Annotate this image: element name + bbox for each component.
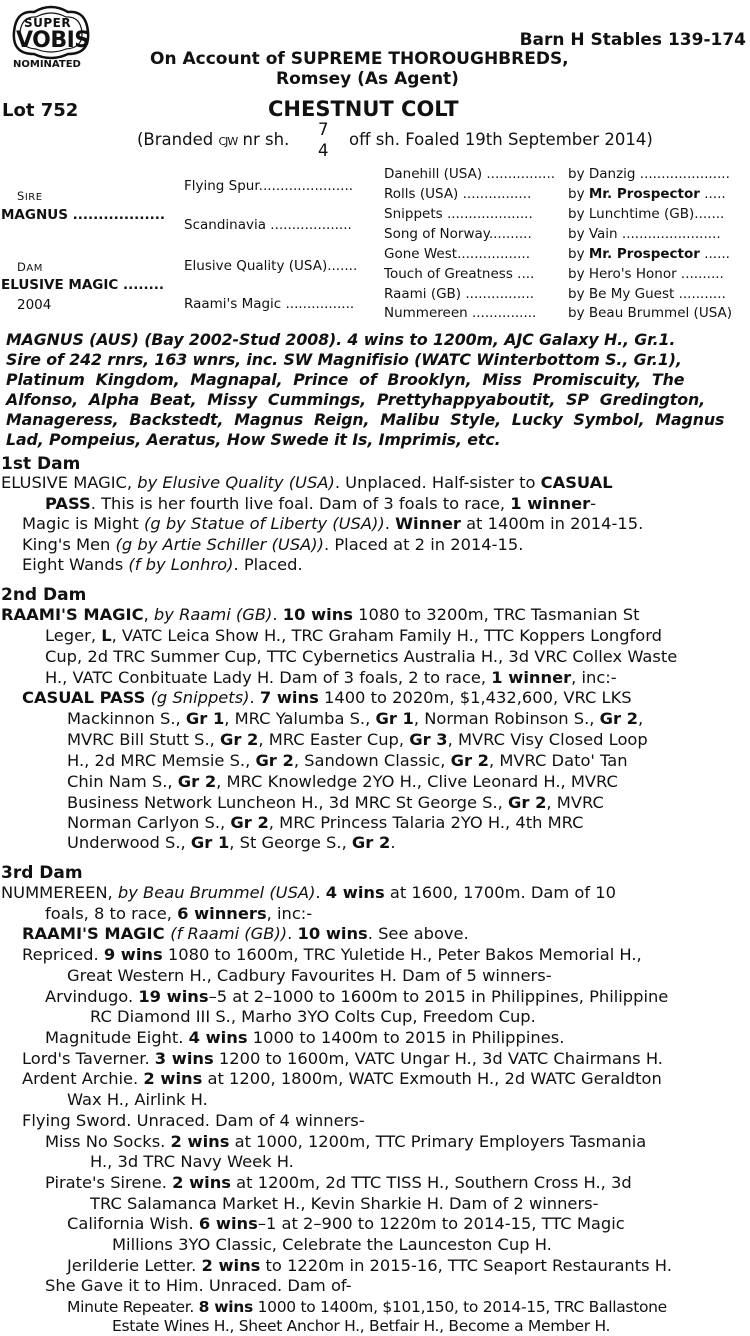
t: Repriced. bbox=[22, 945, 104, 964]
t: by Beau Brummel (USA) bbox=[117, 883, 316, 902]
t: Leger, bbox=[45, 626, 102, 645]
dam3-row-12: H., 3d TRC Navy Week H. bbox=[90, 1152, 294, 1171]
t: Gr 2 bbox=[508, 793, 547, 812]
t: . See above. bbox=[367, 924, 469, 943]
t: RAAMI'S MAGIC bbox=[1, 605, 144, 624]
logo-main-text: VOBIS bbox=[16, 28, 90, 53]
t: (g by Artie Schiller (USA)) bbox=[115, 535, 324, 554]
t: PASS bbox=[45, 494, 91, 513]
brand-suffix: off sh. Foaled 19th September 2014) bbox=[349, 130, 653, 149]
t: , inc:- bbox=[571, 668, 617, 687]
t: Gr 2 bbox=[255, 751, 294, 770]
t: Chin Nam S., bbox=[67, 772, 178, 791]
sire-label: SIRE bbox=[17, 189, 43, 203]
t: Underwood S., bbox=[67, 833, 191, 852]
t: . Placed at 2 in 2014-15. bbox=[324, 535, 524, 554]
t: 1080 to 1600m, TRC Yuletide H., Peter Bakos Memorial H., bbox=[162, 945, 642, 964]
logo-top-text: SUPER bbox=[24, 16, 72, 30]
t: 10 wins bbox=[297, 924, 368, 943]
t: 2 wins bbox=[143, 1069, 203, 1088]
t: . bbox=[315, 883, 326, 902]
t: Norman Carlyon S., bbox=[67, 813, 231, 832]
dam3-row-20: Estate Wines H., Sheet Anchor H., Betfair H., Become a Member H. bbox=[112, 1317, 611, 1335]
logo-bottom-text: NOMINATED bbox=[13, 59, 81, 70]
third-dam-heading: 3rd Dam bbox=[1, 863, 83, 883]
t: Gr 2 bbox=[599, 709, 638, 728]
dam3-row-1 bbox=[22, 924, 469, 944]
t: (f Raami (GB)) bbox=[170, 924, 288, 943]
t: 1 winner bbox=[491, 668, 572, 687]
barn-info: Barn H Stables 139-174 bbox=[519, 30, 746, 50]
dam1-line-1 bbox=[1, 473, 613, 493]
dam3-row-15 bbox=[67, 1214, 625, 1234]
dam3-row-16: Millions 3YO Classic, Celebrate the Launceston Cup H. bbox=[112, 1235, 552, 1254]
t: . bbox=[390, 833, 396, 852]
t: H., 2d MRC Memsie S., bbox=[67, 751, 256, 770]
ancestor-sire-4: by Vain ....................... bbox=[568, 226, 721, 242]
t: Gr 1 bbox=[190, 833, 230, 852]
t: 1 winner bbox=[510, 494, 591, 513]
casual-pass-line-1 bbox=[22, 688, 632, 708]
dam3-row-3: Great Western H., Cadbury Favourites H. Dam of 5 winners- bbox=[67, 966, 552, 985]
brand-fraction-numerator: 7 bbox=[318, 120, 329, 139]
t: , MRC Easter Cup, bbox=[258, 730, 410, 749]
ancestor-5: Gone West................. bbox=[384, 246, 531, 262]
t: , MVRC bbox=[546, 793, 604, 812]
t: CASUAL PASS bbox=[22, 688, 146, 707]
dam3-row-9: Wax H., Airlink H. bbox=[67, 1090, 208, 1109]
second-dam-heading: 2nd Dam bbox=[1, 585, 87, 605]
t: 6 winners bbox=[177, 904, 267, 923]
t: 19 wins bbox=[138, 987, 209, 1006]
dam3-line-1 bbox=[1, 883, 616, 903]
t: . bbox=[249, 688, 260, 707]
t: 2 wins bbox=[201, 1256, 261, 1275]
account-line-2: Romsey (As Agent) bbox=[276, 69, 459, 89]
dam-label: DAM bbox=[17, 260, 43, 274]
dam-sire: Elusive Quality (USA)....... bbox=[184, 258, 358, 274]
t: , MRC Knowledge 2YO H., Clive Leonard H., MVRC bbox=[216, 772, 618, 791]
sire-line-2: Sire of 242 rnrs, 163 wnrs, inc. SW Magnifisio (WATC Winterbottom S., Gr.1), bbox=[6, 350, 682, 369]
t: Gr 2 bbox=[177, 772, 217, 791]
sire-line-1: MAGNUS (AUS) (Bay 2002-Stud 2008). 4 wins to 1200m, AJC Galaxy H., Gr.1. bbox=[6, 330, 676, 349]
ancestor-sire-8: by Beau Brummel (USA) bbox=[568, 305, 733, 321]
t: Jerilderie Letter. bbox=[67, 1256, 202, 1275]
casual-pass-line-8 bbox=[67, 833, 396, 853]
t: , Norman Robinson S., bbox=[413, 709, 600, 728]
t: at 1200m, 2d TTC TISS H., Southern Cross H., 3d bbox=[231, 1173, 632, 1192]
casual-pass-line-5 bbox=[67, 772, 618, 792]
ancestor-8: Nummereen ............... bbox=[384, 305, 537, 321]
t: by Raami (GB) bbox=[153, 605, 273, 624]
ancestor-sire-5: by Mr. Prospector ...... bbox=[568, 246, 730, 262]
t: (g Snippets) bbox=[145, 688, 250, 707]
ancestor-3: Snippets .................... bbox=[384, 206, 533, 222]
ancestor-7: Raami (GB) ................ bbox=[384, 286, 535, 302]
ancestor-sire-1: by Danzig ..................... bbox=[568, 166, 730, 182]
dam2-line-1 bbox=[1, 605, 640, 625]
t: at 1200, 1800m, WATC Exmouth H., 2d WATC Geraldton bbox=[202, 1069, 662, 1088]
t: , inc:- bbox=[266, 904, 313, 923]
t: Magnitude Eight. bbox=[45, 1028, 189, 1047]
t: CASUAL bbox=[540, 473, 613, 492]
dam3-row-5: RC Diamond III S., Marho 3YO Colts Cup, Freedom Cup. bbox=[90, 1007, 536, 1026]
dam3-row-10: Flying Sword. Unraced. Dam of 4 winners- bbox=[22, 1111, 365, 1130]
ancestor-6: Touch of Greatness .... bbox=[384, 266, 535, 282]
t: at 1600, 1700m. Dam of 10 bbox=[384, 883, 616, 902]
t: Gr 1 bbox=[185, 709, 225, 728]
t: foals, 8 to race, bbox=[45, 904, 178, 923]
t: 10 wins bbox=[282, 605, 353, 624]
t: 1000 to 1400m, $101,150, to 2014-15, TRC Ballastone bbox=[252, 1298, 667, 1316]
sire-sire: Flying Spur...................... bbox=[184, 178, 354, 194]
brand-prefix: (Branded bbox=[137, 130, 214, 149]
dam-name: ELUSIVE MAGIC ........ bbox=[1, 277, 165, 293]
t: , MRC Yalumba S., bbox=[224, 709, 376, 728]
t: 2 wins bbox=[170, 1132, 230, 1151]
dam3-row-17 bbox=[67, 1256, 672, 1276]
t: at 1000, 1200m, TTC Primary Employers Tasmania bbox=[229, 1132, 647, 1151]
brand-fraction-denominator: 4 bbox=[318, 141, 329, 160]
sire-line-3: Platinum Kingdom, Magnapal, Prince of Brooklyn, Miss Promiscuity, The bbox=[6, 370, 685, 389]
brand-mark: CJW bbox=[218, 135, 238, 148]
t: 9 wins bbox=[103, 945, 163, 964]
super-vobis-logo bbox=[4, 2, 98, 74]
t: Pirate's Sirene. bbox=[45, 1173, 173, 1192]
t: Gr 3 bbox=[409, 730, 448, 749]
t: Gr 2 bbox=[351, 833, 391, 852]
t: 4 wins bbox=[188, 1028, 248, 1047]
ancestor-2: Rolls (USA) ................ bbox=[384, 186, 532, 202]
t: Arvindugo. bbox=[45, 987, 139, 1006]
t: 4 wins bbox=[325, 883, 385, 902]
t: L bbox=[101, 626, 112, 645]
t: 1200 to 1600m, VATC Ungar H., 3d VATC Chairmans H. bbox=[213, 1049, 663, 1068]
t: to 1220m in 2015-16, TTC Seaport Restaurants H. bbox=[260, 1256, 672, 1275]
t: , VATC Leica Show H., TRC Graham Family H., TTC Koppers Longford bbox=[111, 626, 662, 645]
t: Ardent Archie. bbox=[22, 1069, 144, 1088]
sire-name: MAGNUS .................. bbox=[1, 207, 165, 223]
t: . bbox=[287, 924, 298, 943]
ancestor-4: Song of Norway.......... bbox=[384, 226, 532, 242]
t: , Sandown Classic, bbox=[293, 751, 451, 770]
t: , bbox=[143, 605, 154, 624]
dam-year: 2004 bbox=[17, 297, 52, 313]
t: . This is her fourth live foal. Dam of 3 foals to race, bbox=[90, 494, 511, 513]
t: 6 wins bbox=[198, 1214, 258, 1233]
t: (g by Statue of Liberty (USA)) bbox=[143, 514, 385, 533]
sire-line-5: Manageress, Backstedt, Magnus Reign, Malibu Style, Lucky Symbol, Magnus bbox=[6, 410, 725, 429]
ancestor-sire-6: by Hero's Honor .......... bbox=[568, 266, 724, 282]
t: , MVRC Dato' Tan bbox=[488, 751, 628, 770]
dam3-row-6 bbox=[45, 1028, 564, 1048]
dam-dam: Raami's Magic ................ bbox=[184, 296, 355, 312]
dam3-row-13 bbox=[45, 1173, 632, 1193]
dam3-line-2 bbox=[45, 904, 312, 924]
dam3-row-19 bbox=[67, 1297, 667, 1317]
t: NUMMEREEN, bbox=[1, 883, 118, 902]
t: . Placed. bbox=[233, 555, 303, 574]
t: . bbox=[384, 514, 396, 533]
t: 1080 to 3200m, TRC Tasmanian St bbox=[352, 605, 640, 624]
t: Magic is Might bbox=[22, 514, 144, 533]
ancestor-sire-7: by Be My Guest ........... bbox=[568, 286, 726, 302]
t: –5 at 2–1000 to 1600m to 2015 in Philippines, Philippine bbox=[208, 987, 669, 1006]
t: , MVRC Visy Closed Loop bbox=[447, 730, 648, 749]
t: 1000 to 1400m to 2015 in Philippines. bbox=[247, 1028, 565, 1047]
t: Eight Wands bbox=[22, 555, 129, 574]
dam3-row-4 bbox=[45, 987, 668, 1007]
sire-line-6: Lad, Pompeius, Aeratus, How Swede it Is, Imprimis, etc. bbox=[6, 430, 501, 449]
dam2-line-3: Cup, 2d TRC Summer Cup, TTC Cybernetics Australia H., 3d VRC Collex Waste bbox=[45, 647, 678, 666]
t: –1 at 2–900 to 1220m to 2014-15, TTC Magic bbox=[257, 1214, 625, 1233]
first-dam-heading: 1st Dam bbox=[1, 454, 81, 474]
t: , MRC Princess Talaria 2YO H., 4th MRC bbox=[268, 813, 584, 832]
t: Gr 2 bbox=[220, 730, 259, 749]
t: , St George S., bbox=[229, 833, 352, 852]
t: ELUSIVE MAGIC, bbox=[1, 473, 138, 492]
t: 1400 to 2020m, $1,432,600, VRC LKS bbox=[318, 688, 632, 707]
t: (f by Lonhro) bbox=[128, 555, 234, 574]
t: 8 wins bbox=[198, 1298, 253, 1316]
t: California Wish. bbox=[67, 1214, 199, 1233]
t: Business Network Luncheon H., 3d MRC St George S., bbox=[67, 793, 509, 812]
dam3-row-14: TRC Salamanca Market H., Kevin Sharkie H. Dam of 2 winners- bbox=[90, 1194, 599, 1213]
t: . bbox=[272, 605, 283, 624]
dam2-line-2 bbox=[45, 626, 662, 646]
dam1-line-4 bbox=[22, 535, 523, 555]
t: Winner bbox=[395, 514, 461, 533]
account-line-1: On Account of SUPREME THOROUGHBREDS, bbox=[150, 49, 569, 69]
t: at 1400m in 2014-15. bbox=[460, 514, 644, 533]
t: RAAMI'S MAGIC bbox=[22, 924, 171, 943]
t: MVRC Bill Stutt S., bbox=[67, 730, 220, 749]
t: Mackinnon S., bbox=[67, 709, 186, 728]
t: Gr 1 bbox=[375, 709, 414, 728]
casual-pass-line-4 bbox=[67, 751, 628, 771]
dam1-line-5 bbox=[22, 555, 303, 575]
t: Gr 2 bbox=[230, 813, 269, 832]
ancestor-sire-3: by Lunchtime (GB)....... bbox=[568, 206, 725, 222]
lot-number: Lot 752 bbox=[2, 100, 79, 121]
t: King's Men bbox=[22, 535, 116, 554]
t: - bbox=[590, 494, 597, 513]
dam3-row-7 bbox=[22, 1049, 663, 1069]
t: Miss No Socks. bbox=[45, 1132, 171, 1151]
ancestor-sire-2: by Mr. Prospector ..... bbox=[568, 186, 726, 202]
dam3-row-18: She Gave it to Him. Unraced. Dam of- bbox=[45, 1276, 352, 1295]
t: 3 wins bbox=[154, 1049, 214, 1068]
t: Gr 2 bbox=[450, 751, 489, 770]
dam1-line-3 bbox=[22, 514, 643, 534]
dam3-row-11 bbox=[45, 1132, 646, 1152]
casual-pass-line-2: Mackinnon S., Gr 1, MRC Yalumba S., Gr 1, Norman Robinson S., Gr 2, bbox=[67, 709, 644, 728]
horse-title: CHESTNUT COLT bbox=[268, 97, 459, 121]
t: Minute Repeater. bbox=[67, 1298, 199, 1316]
ancestor-1: Danehill (USA) ................ bbox=[384, 166, 556, 182]
sire-line-4: Alfonso, Alpha Beat, Missy Cummings, Prettyhappyaboutit, SP Gredington, bbox=[6, 390, 706, 409]
casual-pass-line-6 bbox=[67, 793, 604, 813]
dam3-row-8 bbox=[22, 1069, 662, 1089]
brand-info bbox=[137, 130, 289, 149]
casual-pass-line-3 bbox=[67, 730, 648, 750]
dam2-line-4 bbox=[45, 668, 617, 688]
t: H., VATC Conbituate Lady H. Dam of 3 foals, 2 to race, bbox=[45, 668, 492, 687]
dam1-line-2 bbox=[45, 494, 596, 514]
t: by Elusive Quality (USA) bbox=[137, 473, 335, 492]
t: 2 wins bbox=[172, 1173, 231, 1192]
casual-pass-line-7 bbox=[67, 813, 584, 833]
t: . Unplaced. Half-sister to bbox=[334, 473, 541, 492]
t: Lord's Taverner. bbox=[22, 1049, 155, 1068]
dam3-row-2 bbox=[22, 945, 642, 965]
t: 7 wins bbox=[259, 688, 319, 707]
brand-middle: nr sh. bbox=[242, 130, 290, 149]
sire-dam: Scandinavia ................... bbox=[184, 217, 352, 233]
